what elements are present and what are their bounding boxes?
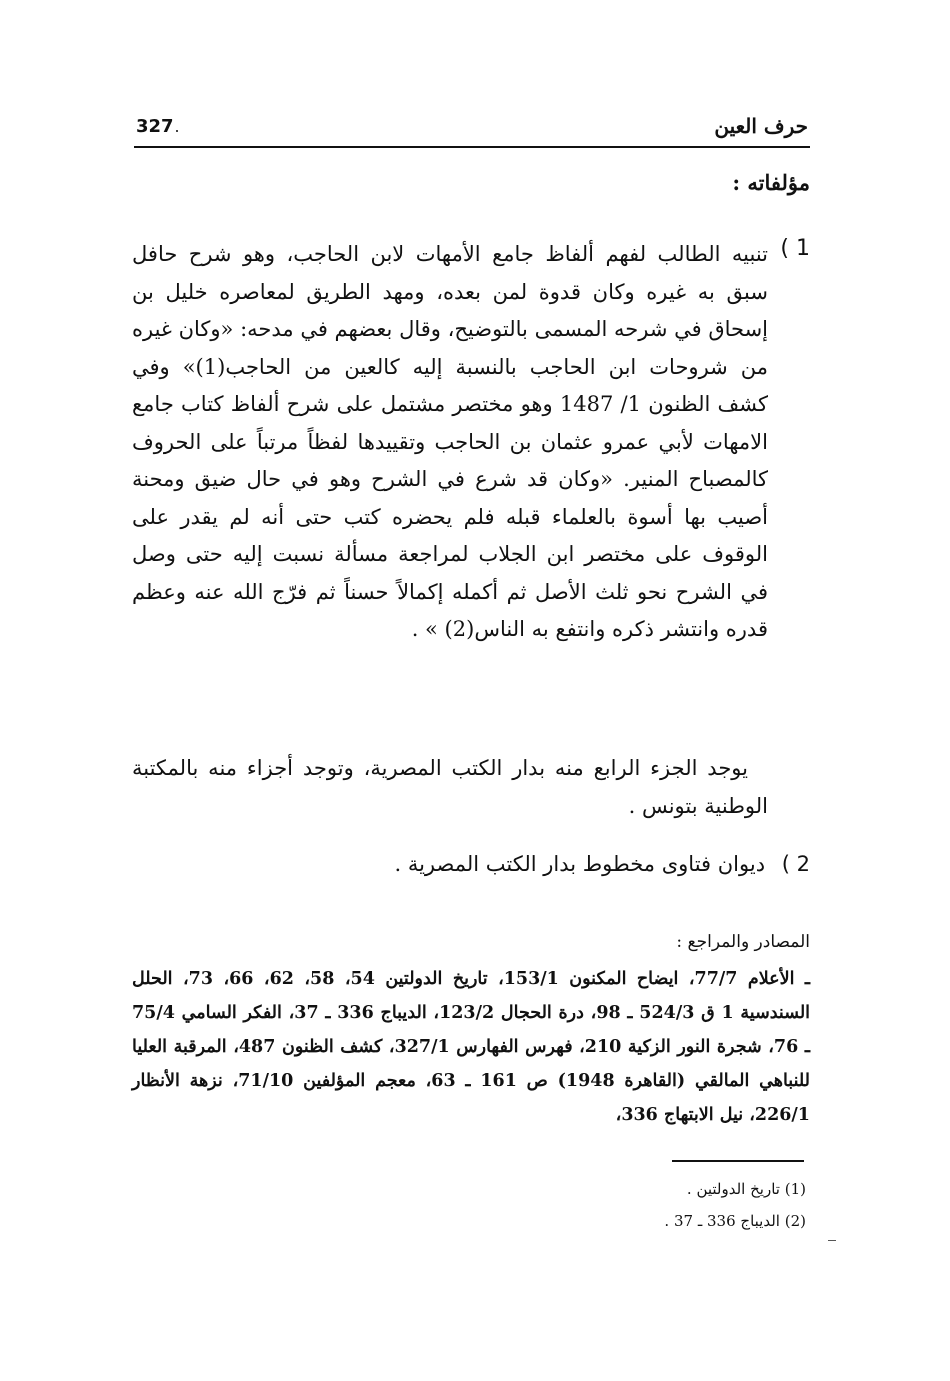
list-item (394, 852, 810, 876)
page-number: 327 (136, 116, 174, 137)
item-text: ديوان فتاوى مخطوط بدار الكتب المصرية . (394, 852, 766, 876)
footnote-divider (672, 1160, 804, 1162)
footnote: (2) الديباج 336 ـ 37 . (664, 1212, 806, 1230)
references-title: المصادر والمراجع : (676, 932, 810, 952)
chapter-title: حرف العين (714, 114, 808, 138)
item-number: 2 ) (781, 852, 810, 876)
list-item (132, 236, 810, 649)
margin-mark (828, 1240, 836, 1241)
header-dot (176, 130, 178, 132)
paragraph: يوجد الجزء الرابع منه بدار الكتب المصرية، وتوجد أجزاء منه بالمكتبة الوطنية بتونس . (132, 756, 768, 818)
section-title: مؤلفاته : (732, 170, 810, 195)
item-text: تنبيه الطالب لفهم ألفاظ جامع الأمهات لابن الحاجب، وهو شرح حافل سبق به غيره وكان قدوة لمن بعده، ومهد الطريق لمعاصره خليل بن إسحاق في شرحه المسمى بالتوضيح، وقال بعضهم في مدحه: «وكان غيره من شروحات ابن الحاجب بالنسبة إليه كالعين من الحاجب(1)» وفي كشف الظنون 1/ 1487 وهو مختصر مشتمل على شرح ألفاظ كتاب جامع الامهات لأبي عمرو عثمان بن الحاجب وتقييدها لفظاً مرتباً على الحروف كالمصباح المنير. «وكان قد شرع في الشرح وهو في حال ضيق ومحنة أصيب بها أسوة بالعلماء قبله فلم يحضره كتب حتى أنه لم يقدر على الوقوف على مختصر ابن الجلاب لمراجعة مسألة نسبت إليه حتى وصل في الشرح نحو ثلث الأصل ثم أكمله إكمالاً حسناً ثم فرّج الله عنه وعظم قدره وانتشر ذكره وانتفع به الناس(2) » . (132, 242, 768, 641)
references-text: ـ الأعلام 77/7، ايضاح المكنون 153/1، تاريخ الدولتين 54، 58، 62، 66، 73، الحلل السندسية 1 ق 524/3 ـ 98، درة الحجال 123/2، الديباج 336 ـ 37، الفكر السامي 75/4 ـ 76، شجرة النور الزكية 210، فهرس الفهارس 327/1، كشف الظنون 487، المرقبة العليا للنباهي المالقي (القاهرة 1948) ص 161 ـ 63، معجم المؤلفين 71/10، نزهة الأنظار 226/1، نيل الابتهاج 336، (132, 969, 811, 1125)
footnote: (1) تاريخ الدولتين . (686, 1180, 806, 1198)
running-header (134, 112, 810, 148)
item-number: 1 ) (780, 236, 810, 261)
